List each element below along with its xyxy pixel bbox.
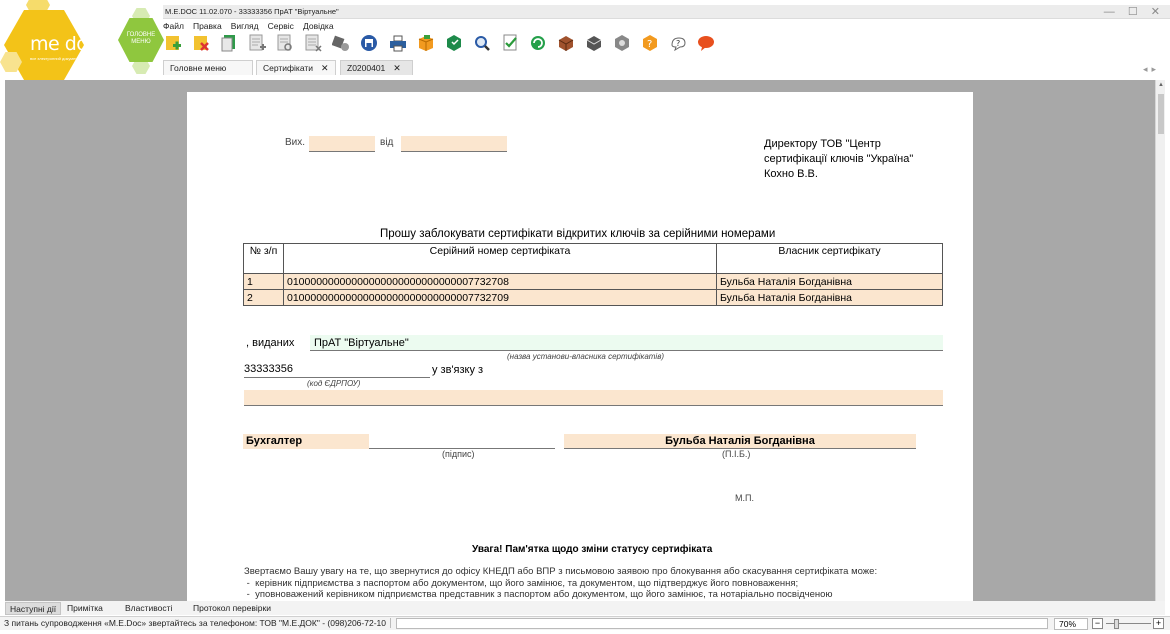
bottom-panel-tabs	[5, 601, 1165, 615]
table-cell[interactable]: 2	[244, 290, 284, 306]
table-row	[244, 290, 943, 306]
attention-text	[244, 566, 877, 601]
menu-help[interactable]: Довідка	[302, 21, 334, 31]
tab-z0200401[interactable]	[340, 60, 413, 75]
table-cell[interactable]: 01000000000000000000000000000007732708	[284, 274, 717, 290]
vyh-number-field[interactable]	[309, 136, 375, 152]
tab-label: Головне меню	[170, 63, 227, 73]
status-field	[396, 618, 1048, 629]
logo-subtitle: все электронний документ	[30, 56, 80, 61]
refresh-icon[interactable]	[529, 33, 547, 53]
request-title: Прошу заблокувати сертифікати відкритих ключів за серійними номерами	[380, 228, 776, 240]
addressee-line: Директору ТОВ "Центр	[764, 138, 881, 150]
search-doc-icon[interactable]	[276, 33, 294, 53]
issuer-field[interactable]: ПрАТ "Віртуальне"	[310, 335, 943, 351]
settings-icon[interactable]	[613, 33, 631, 53]
menu-service[interactable]: Сервіс	[267, 21, 294, 31]
maximize-button[interactable]: ☐	[1127, 6, 1138, 18]
signature-hint: (підпис)	[442, 449, 475, 459]
window-title: M.E.DOC 11.02.070 - 33333356 ПрАТ "Віртуальне"	[165, 7, 339, 16]
reason-label: у зв'язку з	[432, 364, 484, 376]
tab-label: Z0200401	[347, 63, 386, 73]
menu-bar	[163, 20, 340, 32]
support-text: З питань супроводження «M.E.Doc» звертайтесь за телефоном: ТОВ "М.Е.ДОК" - (098)206-72-10	[4, 618, 391, 628]
attention-line: Звертаємо Вашу увагу на те, що звернутися до офісу КНЕДП або ВПР з письмовою заявою про блокування або скасування сертифіката може:	[244, 566, 878, 577]
tab-note[interactable]: Примітка	[67, 603, 103, 613]
tab-next-actions[interactable]: Наступні дії	[5, 602, 61, 615]
app-header	[0, 0, 1170, 80]
toolbar	[164, 33, 722, 57]
home-menu-label[interactable]: ГОЛОВНЕ МЕНЮ	[126, 32, 156, 45]
menu-file[interactable]: Файл	[163, 21, 184, 31]
attention-line: - керівник підприємства з паспортом або документом, що його замінює, та документом, що підтверджує його повноваження;	[244, 577, 799, 589]
vertical-scrollbar[interactable]	[1155, 80, 1165, 601]
minimize-button[interactable]: —	[1103, 6, 1115, 18]
help-icon[interactable]	[641, 33, 659, 53]
add-page-icon[interactable]	[248, 33, 266, 53]
encrypt-icon[interactable]	[585, 33, 603, 53]
window-controls	[1094, 5, 1160, 18]
svg-text:?: ?	[647, 39, 653, 50]
zoom-out-button[interactable]: −	[1092, 618, 1103, 629]
vid-date-field[interactable]	[401, 136, 507, 152]
addressee-line: сертифікації ключів "Україна"	[764, 153, 914, 165]
addressee-line: Кохно В.В.	[764, 168, 818, 180]
menu-view[interactable]: Вигляд	[230, 21, 259, 31]
issued-label: , виданих	[246, 337, 295, 349]
pib-hint: (П.І.Б.)	[722, 449, 751, 459]
logo-text: me doc	[30, 33, 98, 55]
edit-icon[interactable]	[332, 33, 350, 53]
document-page	[187, 92, 973, 601]
column-header: Серійний номер сертифіката	[284, 244, 717, 274]
zoom-in-button[interactable]: +	[1153, 618, 1164, 629]
issuer-hint: (назва установи-власника сертифікатів)	[507, 352, 665, 361]
save-icon[interactable]	[360, 33, 378, 53]
title-bar	[163, 5, 1170, 19]
scroll-up-icon[interactable]: ▲	[1158, 82, 1164, 88]
table-cell[interactable]: Бульба Наталія Богданівна	[717, 274, 943, 290]
document-workspace	[5, 80, 1165, 601]
package-icon[interactable]	[557, 33, 575, 53]
svg-text:?: ?	[676, 39, 681, 48]
position-field[interactable]: Бухгалтер	[243, 434, 369, 449]
menu-edit[interactable]: Правка	[192, 21, 222, 31]
vid-label: від	[380, 137, 394, 148]
edrpou-field[interactable]: 33333356	[244, 362, 430, 378]
logo-area	[0, 0, 160, 80]
table-cell[interactable]: 1	[244, 274, 284, 290]
column-header: Власник сертифікату	[717, 244, 943, 274]
chat-icon[interactable]	[697, 33, 715, 53]
signer-name-field[interactable]: Бульба Наталія Богданівна	[564, 434, 916, 449]
certificates-table	[243, 243, 943, 306]
copy-icon[interactable]	[220, 33, 238, 53]
box-icon[interactable]	[417, 33, 435, 53]
new-doc-icon[interactable]	[164, 33, 182, 53]
magnifier-icon[interactable]	[473, 33, 491, 53]
question-chat-icon[interactable]	[669, 33, 687, 53]
vyh-label: Вих.	[285, 137, 306, 148]
edrpou-hint: (код ЄДРПОУ)	[307, 379, 361, 388]
tab-scroll-arrows[interactable]: ◂▸	[1142, 64, 1160, 74]
print-icon[interactable]	[389, 33, 407, 53]
tab-properties[interactable]: Властивості	[125, 603, 173, 613]
check-doc-icon[interactable]	[501, 33, 519, 53]
attention-line: - уповноважений керівником підприємства представник з паспортом або документом, що його замінює, та нотаріально посвідченою	[244, 589, 833, 600]
mp-label: М.П.	[735, 493, 754, 503]
addressee-block	[764, 137, 913, 182]
zoom-slider-thumb[interactable]	[1114, 619, 1119, 629]
attention-title: Увага! Пам'ятка щодо зміни статусу сертифіката	[472, 544, 713, 555]
delete-doc-icon[interactable]	[192, 33, 210, 53]
tab-label: Сертифікати	[263, 63, 314, 73]
scroll-thumb[interactable]	[1158, 94, 1164, 134]
reason-field[interactable]	[244, 390, 943, 406]
doc-list-icon[interactable]	[304, 33, 322, 53]
tab-home-menu[interactable]	[163, 60, 253, 75]
status-bar	[0, 616, 1170, 630]
table-cell[interactable]: 01000000000000000000000000000007732709	[284, 290, 717, 306]
zoom-level[interactable]: 70%	[1054, 618, 1088, 630]
sign-icon[interactable]	[445, 33, 463, 53]
tab-certificates[interactable]	[256, 60, 336, 75]
close-tab-icon[interactable]: ✕	[321, 63, 329, 73]
zoom-slider-track[interactable]	[1106, 623, 1151, 624]
signature-field[interactable]	[369, 434, 555, 449]
tab-check-protocol[interactable]: Протокол перевірки	[193, 603, 271, 613]
table-row	[244, 274, 943, 290]
table-header-row	[244, 244, 943, 274]
table-cell[interactable]: Бульба Наталія Богданівна	[717, 290, 943, 306]
close-tab-icon[interactable]: ✕	[393, 63, 401, 73]
close-window-button[interactable]: ✕	[1150, 6, 1160, 18]
column-header: № з/п	[244, 244, 284, 274]
